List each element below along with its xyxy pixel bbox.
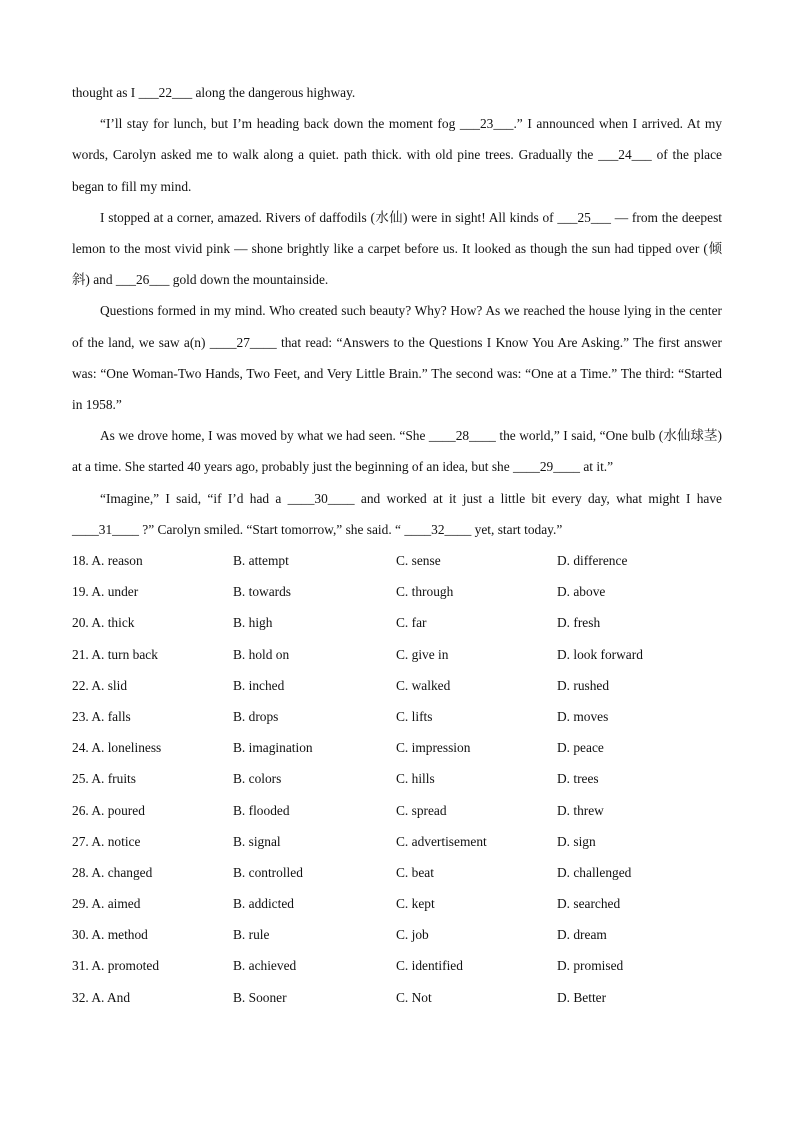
option-c: C. walked — [396, 677, 451, 693]
passage-paragraph: “Imagine,” I said, “if I’d had a ____30____ and worked at it just a little bit every day, what might I have ____31____ ?” Carolyn smiled. “Start tomorrow,” she said. “ ____32____ yet, start today.” — [72, 490, 722, 537]
question-row — [72, 888, 722, 919]
option-d: D. searched — [557, 896, 621, 912]
option-d: D. sign — [557, 833, 596, 849]
option-b: B. controlled — [233, 864, 303, 880]
option-a: 30. A. method — [72, 927, 148, 943]
option-a: 24. A. loneliness — [72, 740, 162, 756]
option-c: C. advertisement — [396, 833, 487, 849]
option-a: 32. A. And — [72, 989, 131, 1005]
option-a: 22. A. slid — [72, 677, 128, 693]
question-row — [72, 639, 722, 670]
option-c: C. beat — [396, 864, 434, 880]
option-a: 25. A. fruits — [72, 771, 136, 787]
option-a: 28. A. changed — [72, 864, 153, 880]
option-a: 23. A. falls — [72, 708, 131, 724]
passage-paragraph: thought as I ___22___ along the dangerous highway. — [72, 85, 356, 100]
question-row — [72, 545, 722, 576]
passage-paragraph: Questions formed in my mind. Who created such beauty? Why? How? As we reached the house lying in the center of the land, we saw a(n) ____27____ that read: “Answers to the Questions I Know You Are Asking.” The first answer was: “One Woman-Two Hands, Two Feet, and Very Little Brain.” The second was: “One at a Time.” The third: “Started in 1958.” — [72, 303, 722, 413]
option-c: C. lifts — [396, 708, 433, 724]
option-b: B. Sooner — [233, 989, 287, 1005]
option-b: B. towards — [233, 584, 292, 600]
option-b: B. drops — [233, 708, 279, 724]
question-row — [72, 576, 722, 607]
option-b: B. inched — [233, 677, 285, 693]
option-b: B. colors — [233, 771, 282, 787]
option-c: C. give in — [396, 646, 449, 662]
question-row — [72, 670, 722, 701]
option-b: B. addicted — [233, 896, 294, 912]
option-c: C. spread — [396, 802, 447, 818]
question-row — [72, 826, 722, 857]
option-a: 18. A. reason — [72, 553, 143, 569]
option-a: 27. A. notice — [72, 833, 141, 849]
passage-paragraph: As we drove home, I was moved by what we had seen. “She ____28____ the world,” I said, “One bulb (水仙球茎) at a time. She started 40 years ago, probably just the beginning of an idea, but she ____29____ at it.” — [72, 428, 722, 475]
option-d: D. challenged — [557, 864, 632, 880]
option-c: C. impression — [396, 740, 471, 756]
option-d: D. moves — [557, 708, 609, 724]
question-row — [72, 607, 722, 638]
option-b: B. achieved — [233, 958, 297, 974]
option-b: B. flooded — [233, 802, 290, 818]
passage-paragraph: “I’ll stay for lunch, but I’m heading back down the moment fog ___23___.” I announced when I arrived. At my words, Carolyn asked me to walk along a quiet. path thick. with old pine trees. Gradually the ___24___ of the place began to fill my mind. — [72, 116, 722, 194]
answer-options — [72, 545, 722, 1013]
question-row — [72, 982, 722, 1013]
option-b: B. imagination — [233, 740, 313, 756]
option-c: C. sense — [396, 553, 441, 569]
question-row — [72, 732, 722, 763]
option-a: 29. A. aimed — [72, 896, 141, 912]
option-d: D. trees — [557, 771, 599, 787]
option-c: C. through — [396, 584, 454, 600]
option-b: B. signal — [233, 833, 281, 849]
question-row — [72, 795, 722, 826]
option-c: C. hills — [396, 771, 435, 787]
option-d: D. above — [557, 584, 606, 600]
question-row — [72, 919, 722, 950]
option-d: D. rushed — [557, 677, 610, 693]
passage — [72, 77, 722, 545]
option-a: 19. A. under — [72, 584, 139, 600]
option-d: D. threw — [557, 802, 604, 818]
option-b: B. rule — [233, 927, 270, 943]
option-d: D. difference — [557, 553, 628, 569]
option-d: D. look forward — [557, 646, 643, 662]
option-c: C. identified — [396, 958, 463, 974]
option-c: C. job — [396, 927, 429, 943]
option-a: 31. A. promoted — [72, 958, 160, 974]
question-row — [72, 950, 722, 981]
option-a: 20. A. thick — [72, 615, 135, 631]
option-d: D. promised — [557, 958, 624, 974]
question-row — [72, 763, 722, 794]
option-d: D. dream — [557, 927, 607, 943]
option-d: D. fresh — [557, 615, 601, 631]
option-c: C. Not — [396, 989, 432, 1005]
document-page — [72, 77, 722, 1013]
option-d: D. peace — [557, 740, 604, 756]
passage-paragraph: I stopped at a corner, amazed. Rivers of daffodils (水仙) were in sight! All kinds of ___25___ — from the deepest lemon to the most vivid pink — shone brightly like a carpet before us. It looked as though the sun had tipped over (倾斜) and ___26___ gold down the mountainside. — [72, 209, 722, 288]
option-d: D. Better — [557, 989, 607, 1005]
question-row — [72, 701, 722, 732]
option-a: 26. A. poured — [72, 802, 145, 818]
option-b: B. high — [233, 615, 273, 631]
question-row — [72, 857, 722, 888]
option-c: C. kept — [396, 896, 435, 912]
option-b: B. attempt — [233, 553, 289, 569]
option-c: C. far — [396, 615, 427, 631]
option-a: 21. A. turn back — [72, 646, 158, 662]
option-b: B. hold on — [233, 646, 290, 662]
